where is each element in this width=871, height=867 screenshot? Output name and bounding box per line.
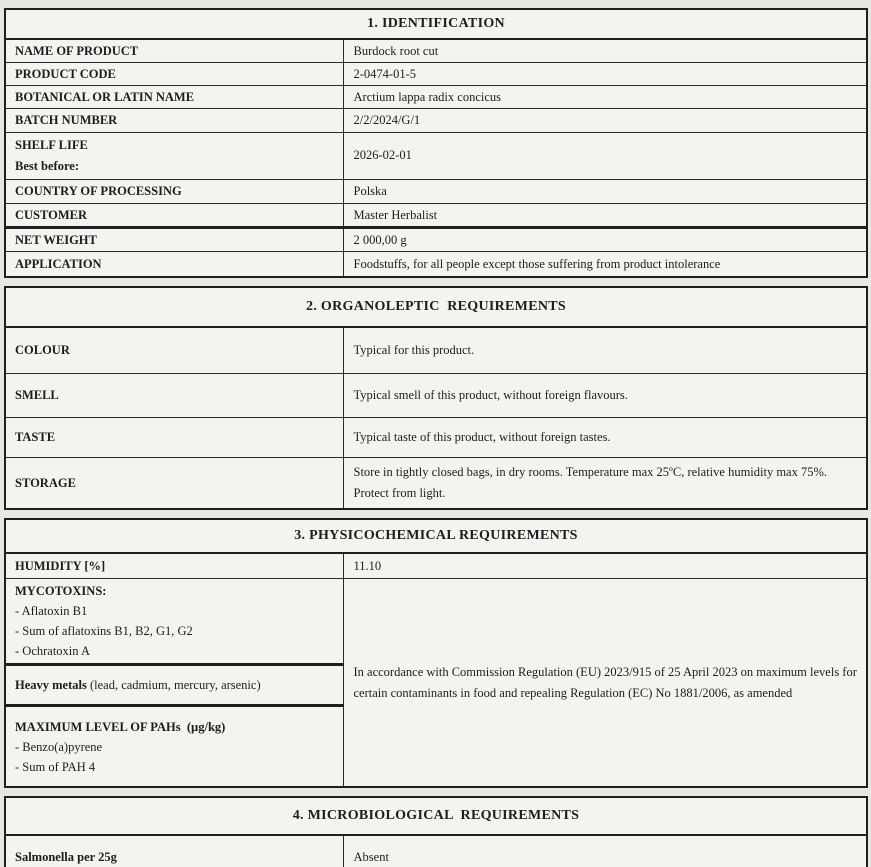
mycotoxins-title: MYCOTOXINS: [15,583,107,598]
row-value: Typical taste of this product, without foreign tastes. [343,417,867,457]
pahs-title: MAXIMUM LEVEL OF PAHs (µg/kg) [15,719,226,734]
row-value: 2/2/2024/G/1 [343,109,867,132]
table-row [5,251,867,277]
row-label: APPLICATION [5,251,343,277]
table-row [5,203,867,227]
row-label: TASTE [5,417,343,457]
table-row [5,457,867,509]
section-4-title: 4. MICROBIOLOGICAL REQUIREMENTS [5,797,867,835]
row-value: Burdock root cut [343,39,867,63]
row-value: Store in tightly closed bags, in dry rooms. Temperature max 25ºC, relative humidity max 75%. Protect from light. [343,457,867,509]
table-row [5,179,867,203]
row-value: Foodstuffs, for all people except those suffering from product intolerance [343,251,867,277]
table-row [5,86,867,109]
regulation-cell: In accordance with Commission Regulation (EU) 2023/915 of 25 April 2023 on maximum levels for certain contaminants in food and repealing Regulation (EC) No 1881/2006, as amended [343,578,867,787]
row-label: SMELL [5,373,343,417]
section-title-row [5,287,867,327]
organoleptic-table [4,286,868,510]
row-value: Polska [343,179,867,203]
table-row [5,63,867,86]
row-label [5,132,343,179]
pahs-item: - Sum of PAH 4 [15,759,96,774]
row-label: BATCH NUMBER [5,109,343,132]
row-label-line1: SHELF LIFE [15,137,88,152]
row-label: PRODUCT CODE [5,63,343,86]
table-row [5,373,867,417]
heavy-metals-detail: (lead, cadmium, mercury, arsenic) [86,677,261,692]
row-label: STORAGE [5,457,343,509]
row-value: Master Herbalist [343,203,867,227]
table-row [5,553,867,578]
table-row [5,835,867,867]
section-3-title: 3. PHYSICOCHEMICAL REQUIREMENTS [5,519,867,553]
row-value: 2-0474-01-5 [343,63,867,86]
identification-table [4,8,868,278]
row-label: HUMIDITY [%] [5,553,343,578]
section-2-title: 2. ORGANOLEPTIC REQUIREMENTS [5,287,867,327]
table-row [5,227,867,251]
mycotoxins-item: - Aflatoxin B1 [15,603,88,618]
table-row [5,578,867,664]
row-value: Arctium lappa radix concicus [343,86,867,109]
row-value: Typical for this product. [343,327,867,373]
physicochemical-table [4,518,868,788]
row-label: CUSTOMER [5,203,343,227]
row-label: NAME OF PRODUCT [5,39,343,63]
table-row [5,417,867,457]
section-title-row [5,797,867,835]
table-row [5,327,867,373]
row-value: 11.10 [343,553,867,578]
mycotoxins-cell [5,578,343,664]
mycotoxins-item: - Sum of aflatoxins B1, B2, G1, G2 [15,623,193,638]
heavy-metals-label: Heavy metals [15,677,87,692]
table-row [5,39,867,63]
pahs-cell [5,705,343,787]
table-row [5,109,867,132]
section-title-row [5,519,867,553]
row-value: Absent [343,835,867,867]
row-label: NET WEIGHT [5,227,343,251]
row-value: 2 000,00 g [343,227,867,251]
row-label: COUNTRY OF PROCESSING [5,179,343,203]
table-row [5,132,867,179]
row-value: 2026-02-01 [343,132,867,179]
row-value: Typical smell of this product, without foreign flavours. [343,373,867,417]
pahs-item: - Benzo(a)pyrene [15,739,103,754]
mycotoxins-item: - Ochratoxin A [15,643,90,658]
microbiological-table [4,796,868,867]
row-label: BOTANICAL OR LATIN NAME [5,86,343,109]
row-label: Salmonella per 25g [5,835,343,867]
heavy-metals-cell [5,664,343,705]
row-label-line2: Best before: [15,158,79,173]
section-1-title: 1. IDENTIFICATION [5,9,867,39]
row-label: COLOUR [5,327,343,373]
section-title-row [5,9,867,39]
